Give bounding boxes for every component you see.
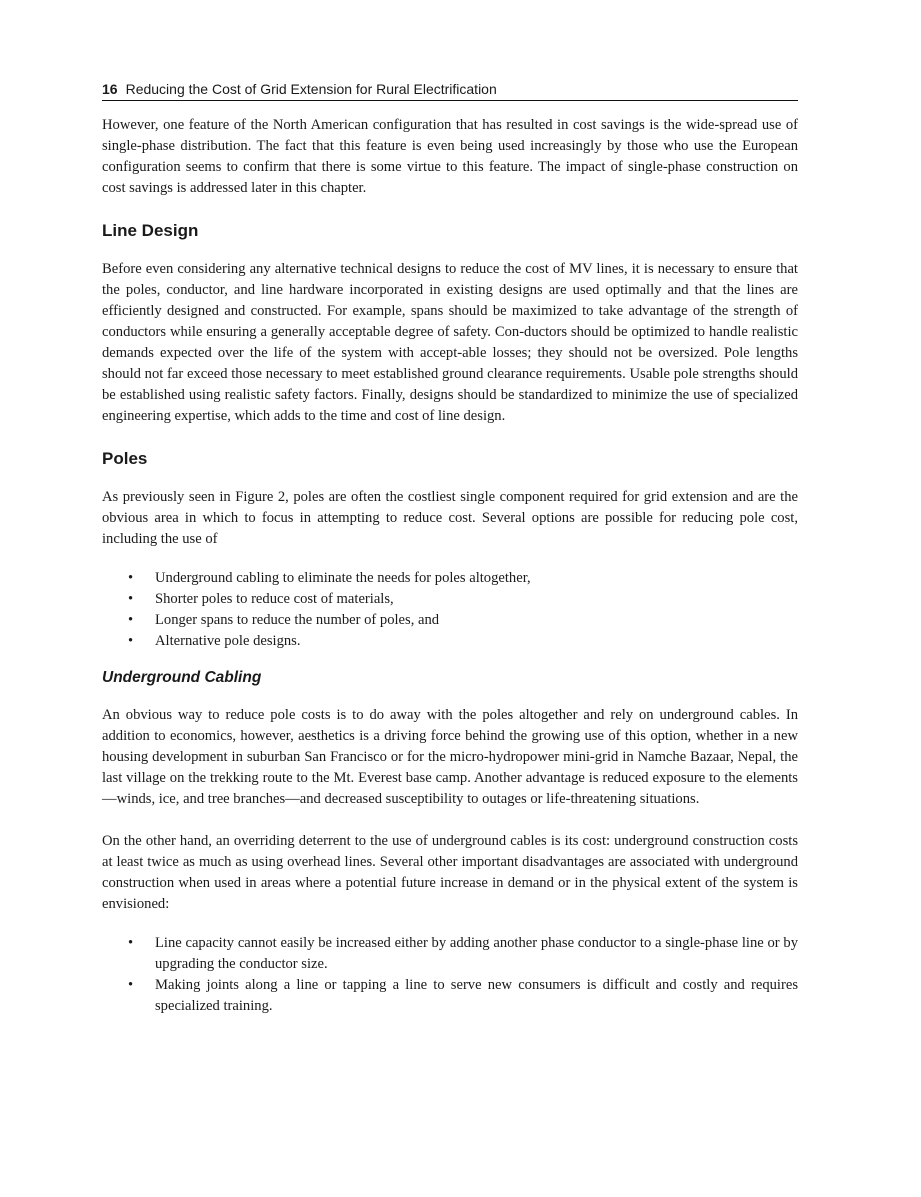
line-design-paragraph: Before even considering any alternative technical designs to reduce the cost of MV lines, it is necessary to ensure that the poles, conductor, and line hardware incorporated in existing designs are used optimally and that the lines are efficiently designed and constructed. For example, spans should be maximized to take advantage of the strength of conductors while ensuring a generally acceptable degree of safety. Con-ductors should be optimized to handle realistic demands expected over the life of the system with accept-able losses; they should not be oversized. Pole lengths should not far exceed those necessary to meet established ground clearance requirements. Usable pole strengths should be established using realistic safety factors. Finally, designs should be standardized to minimize the use of specialized engineering expertise, which adds to the time and cost of line design.: [102, 261, 798, 424]
running-header: [102, 80, 798, 101]
bullet-icon: •: [128, 935, 134, 951]
underground-cabling-paragraph-1: An obvious way to reduce pole costs is to do away with the poles altogether and rely on underground cables. In addition to economics, however, aesthetics is a driving force behind the growing use of this option, whether in a new housing development in suburban San Francisco or for the micro-hydropower mini-grid in Namche Bazaar, Nepal, the last village on the trekking route to the Mt. Everest base camp. Another advantage is reduced exposure to the elements—winds, ice, and tree branches—and decreased susceptibility to outages or life-threatening situations.: [102, 707, 798, 807]
list-item: • Making joints along a line or tapping a line to serve new consumers is difficult and costly and requires specialized training.: [128, 977, 798, 1014]
poles-heading: Poles: [102, 449, 148, 468]
page-number: 16: [102, 81, 118, 97]
list-item: • Underground cabling to eliminate the needs for poles altogether,: [102, 568, 798, 589]
document-page: [102, 80, 798, 1033]
list-item: • Alternative pole designs.: [102, 631, 798, 652]
intro-paragraph: However, one feature of the North American configuration that has resulted in cost savings is the wide-spread use of single-phase distribution. The fact that this feature is even being used increasingly by those who use the European configuration seems to confirm that there is some virtue to this feature. The impact of single-phase construction on cost savings is addressed later in this chapter.: [102, 117, 798, 196]
underground-bullet-list: [102, 933, 798, 1017]
list-item: • Shorter poles to reduce cost of materials,: [102, 589, 798, 610]
poles-bullet-list: [102, 568, 798, 652]
list-item: • Longer spans to reduce the number of poles, and: [102, 610, 798, 631]
line-design-heading: Line Design: [102, 221, 199, 240]
bullet-icon: •: [128, 612, 134, 628]
bullet-icon: •: [128, 570, 134, 586]
poles-paragraph: As previously seen in Figure 2, poles are often the costliest single component required for grid extension and are the obvious area in which to focus in attempting to reduce cost. Several options are possible for reducing pole cost, including the use of: [102, 489, 798, 547]
running-title: Reducing the Cost of Grid Extension for Rural Electrification: [125, 81, 497, 97]
underground-cabling-heading: Underground Cabling: [102, 669, 262, 686]
bullet-icon: •: [128, 591, 134, 607]
bullet-icon: •: [128, 633, 134, 649]
list-item: • Line capacity cannot easily be increased either by adding another phase conductor to a single-phase line or by upgrading the conductor size.: [128, 935, 798, 972]
underground-cabling-paragraph-2: On the other hand, an overriding deterrent to the use of underground cables is its cost: underground construction costs at least twice as much as using overhead lines. Several other important disadvantages are associated with underground construction when used in areas where a potential future increase in demand or in the physical extent of the system is envisioned:: [102, 833, 798, 912]
bullet-icon: •: [128, 977, 134, 993]
